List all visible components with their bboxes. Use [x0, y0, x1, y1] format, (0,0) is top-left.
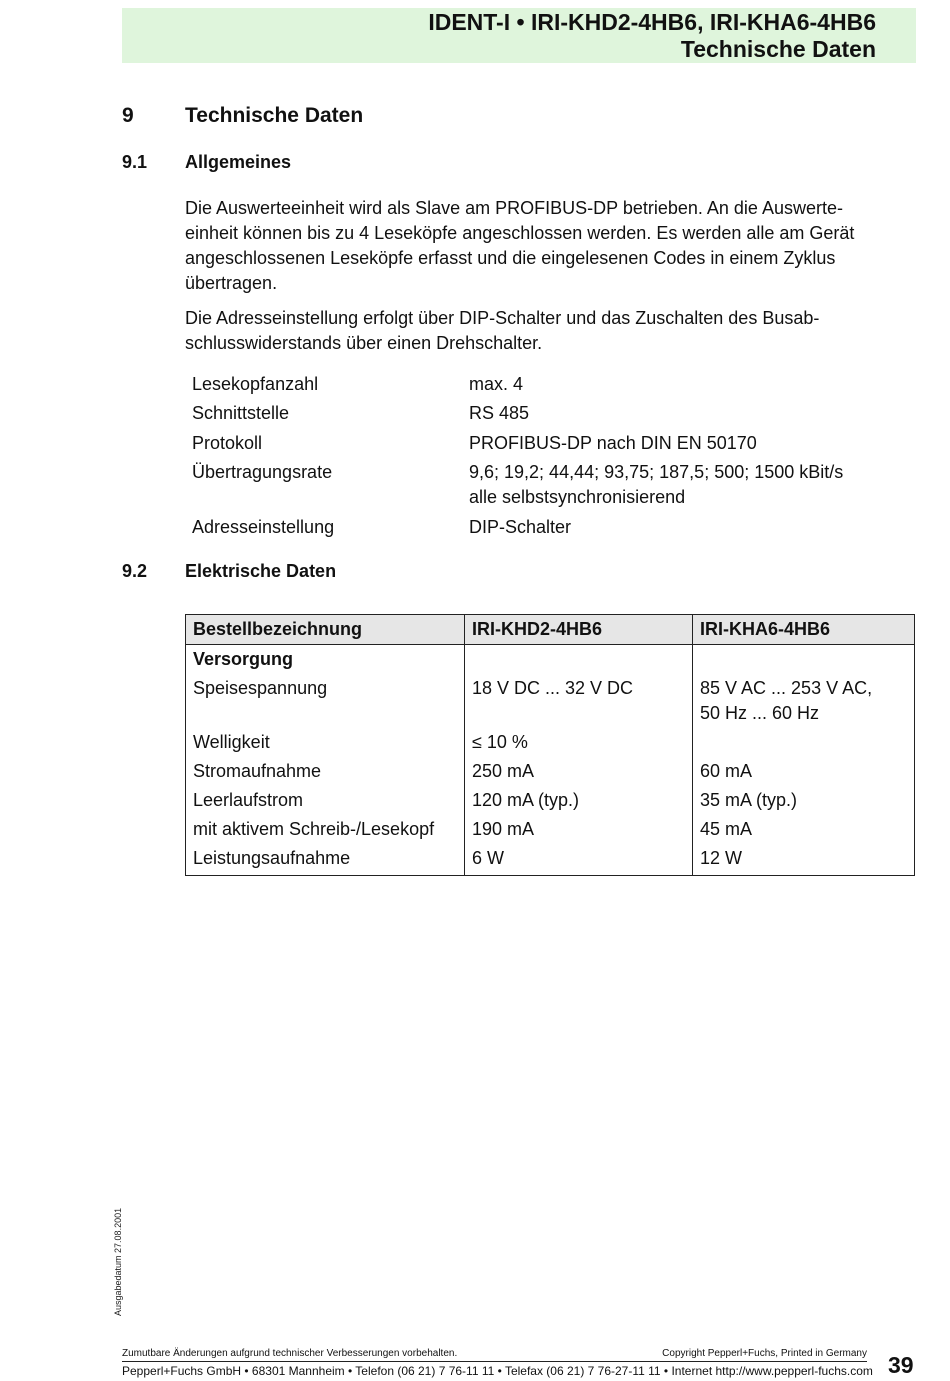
header-subtitle: Technische Daten: [680, 36, 876, 62]
kha-value: [693, 728, 915, 757]
table-row: [186, 815, 915, 844]
khd-value: 250 mA: [465, 757, 693, 786]
table-header-row: [186, 615, 915, 645]
text-line: Die Auswerteeinheit wird als Slave am PROFIBUS-DP betrieben. An die Auswerte-: [185, 198, 843, 218]
khd-value: 120 mA (typ.): [465, 786, 693, 815]
kha-value-line: 85 V AC ... 253 V AC,: [700, 678, 873, 698]
section-title: Elektrische Daten: [185, 561, 337, 581]
paragraph-general: [185, 196, 915, 296]
table-row: [186, 728, 915, 757]
table-row: [186, 786, 915, 815]
text-line: angeschlossenen Leseköpfe erfasst und die eingelesenen Codes in einem Zyklus: [185, 248, 836, 268]
spec-value: RS 485: [469, 403, 530, 423]
row-label: Leistungsaufnahme: [186, 844, 465, 876]
spec-value: DIP-Schalter: [469, 517, 572, 537]
table-group-row: [186, 645, 915, 675]
table-cell: [465, 645, 693, 675]
spec-label: Adresseinstellung: [192, 517, 335, 537]
table-cell: [693, 645, 915, 675]
khd-value: 190 mA: [465, 815, 693, 844]
header-title: IDENT-I • IRI-KHD2-4HB6, IRI-KHA6-4HB6: [428, 9, 876, 35]
spec-label: Schnittstelle: [192, 403, 290, 423]
row-label: Welligkeit: [186, 728, 465, 757]
text-line: Die Adresseinstellung erfolgt über DIP-Schalter und das Zuschalten des Busab-: [185, 308, 820, 328]
section-9-heading: [122, 104, 363, 128]
khd-value: 18 V DC ... 32 V DC: [465, 674, 693, 728]
kha-value: 45 mA: [693, 815, 915, 844]
paragraph-address: [185, 306, 915, 356]
footer-copyright: Copyright Pepperl+Fuchs, Printed in Germany: [662, 1348, 867, 1359]
footer-disclaimer: Zumutbare Änderungen aufgrund technischer Verbesserungen vorbehalten.: [122, 1348, 458, 1359]
spec-label: Protokoll: [192, 433, 263, 453]
section-number: 9: [122, 104, 134, 127]
issue-date-note: Ausgabedatum 27.08.2001: [113, 1207, 123, 1316]
table-row: [186, 844, 915, 876]
text-line: schlusswiderstands über einen Drehschalter.: [185, 333, 543, 353]
kha-value-line: 50 Hz ... 60 Hz: [700, 703, 820, 723]
footer-divider: [122, 1361, 867, 1362]
spec-value: max. 4: [469, 374, 524, 394]
kha-value: 60 mA: [693, 757, 915, 786]
section-title: Allgemeines: [185, 152, 292, 172]
spec-value-continued: alle selbstsynchronisierend: [469, 487, 686, 507]
row-label: mit aktivem Schreib-/Lesekopf: [186, 815, 465, 844]
footer-address: Pepperl+Fuchs GmbH • 68301 Mannheim • Telefon (06 21) 7 76-11 11 • Telefax (06 21) 7 76-27-11 11 • Internet http://www.pepperl-fuchs.com: [122, 1364, 873, 1378]
spec-value: PROFIBUS-DP nach DIN EN 50170: [469, 433, 757, 453]
group-label: Versorgung: [186, 645, 465, 675]
section-9-2-heading: [122, 561, 336, 582]
section-number: 9.2: [122, 561, 148, 581]
section-9-1-heading: [122, 152, 291, 173]
spec-label: Übertragungsrate: [192, 462, 333, 482]
header-band: [122, 8, 916, 63]
kha-value: [693, 674, 915, 728]
row-label: Leerlaufstrom: [186, 786, 465, 815]
column-header: Bestellbezeichnung: [186, 615, 465, 645]
row-label: Stromaufnahme: [186, 757, 465, 786]
text-line: übertragen.: [185, 273, 278, 293]
row-label: Speisespannung: [186, 674, 465, 728]
table-row: [186, 757, 915, 786]
column-header: IRI-KHA6-4HB6: [693, 615, 915, 645]
khd-value: 6 W: [465, 844, 693, 876]
page-number: 39: [888, 1352, 914, 1378]
section-title: Technische Daten: [185, 104, 364, 127]
electrical-data-table: [185, 614, 915, 876]
kha-value: 12 W: [693, 844, 915, 876]
text-line: einheit können bis zu 4 Leseköpfe angeschlossen werden. Es werden alle am Gerät: [185, 223, 855, 243]
khd-value: ≤ 10 %: [465, 728, 693, 757]
column-header: IRI-KHD2-4HB6: [465, 615, 693, 645]
section-number: 9.1: [122, 152, 148, 172]
table-row: [186, 674, 915, 728]
spec-label: Lesekopfanzahl: [192, 374, 319, 394]
kha-value: 35 mA (typ.): [693, 786, 915, 815]
spec-value: 9,6; 19,2; 44,44; 93,75; 187,5; 500; 1500 kBit/s: [469, 462, 844, 482]
